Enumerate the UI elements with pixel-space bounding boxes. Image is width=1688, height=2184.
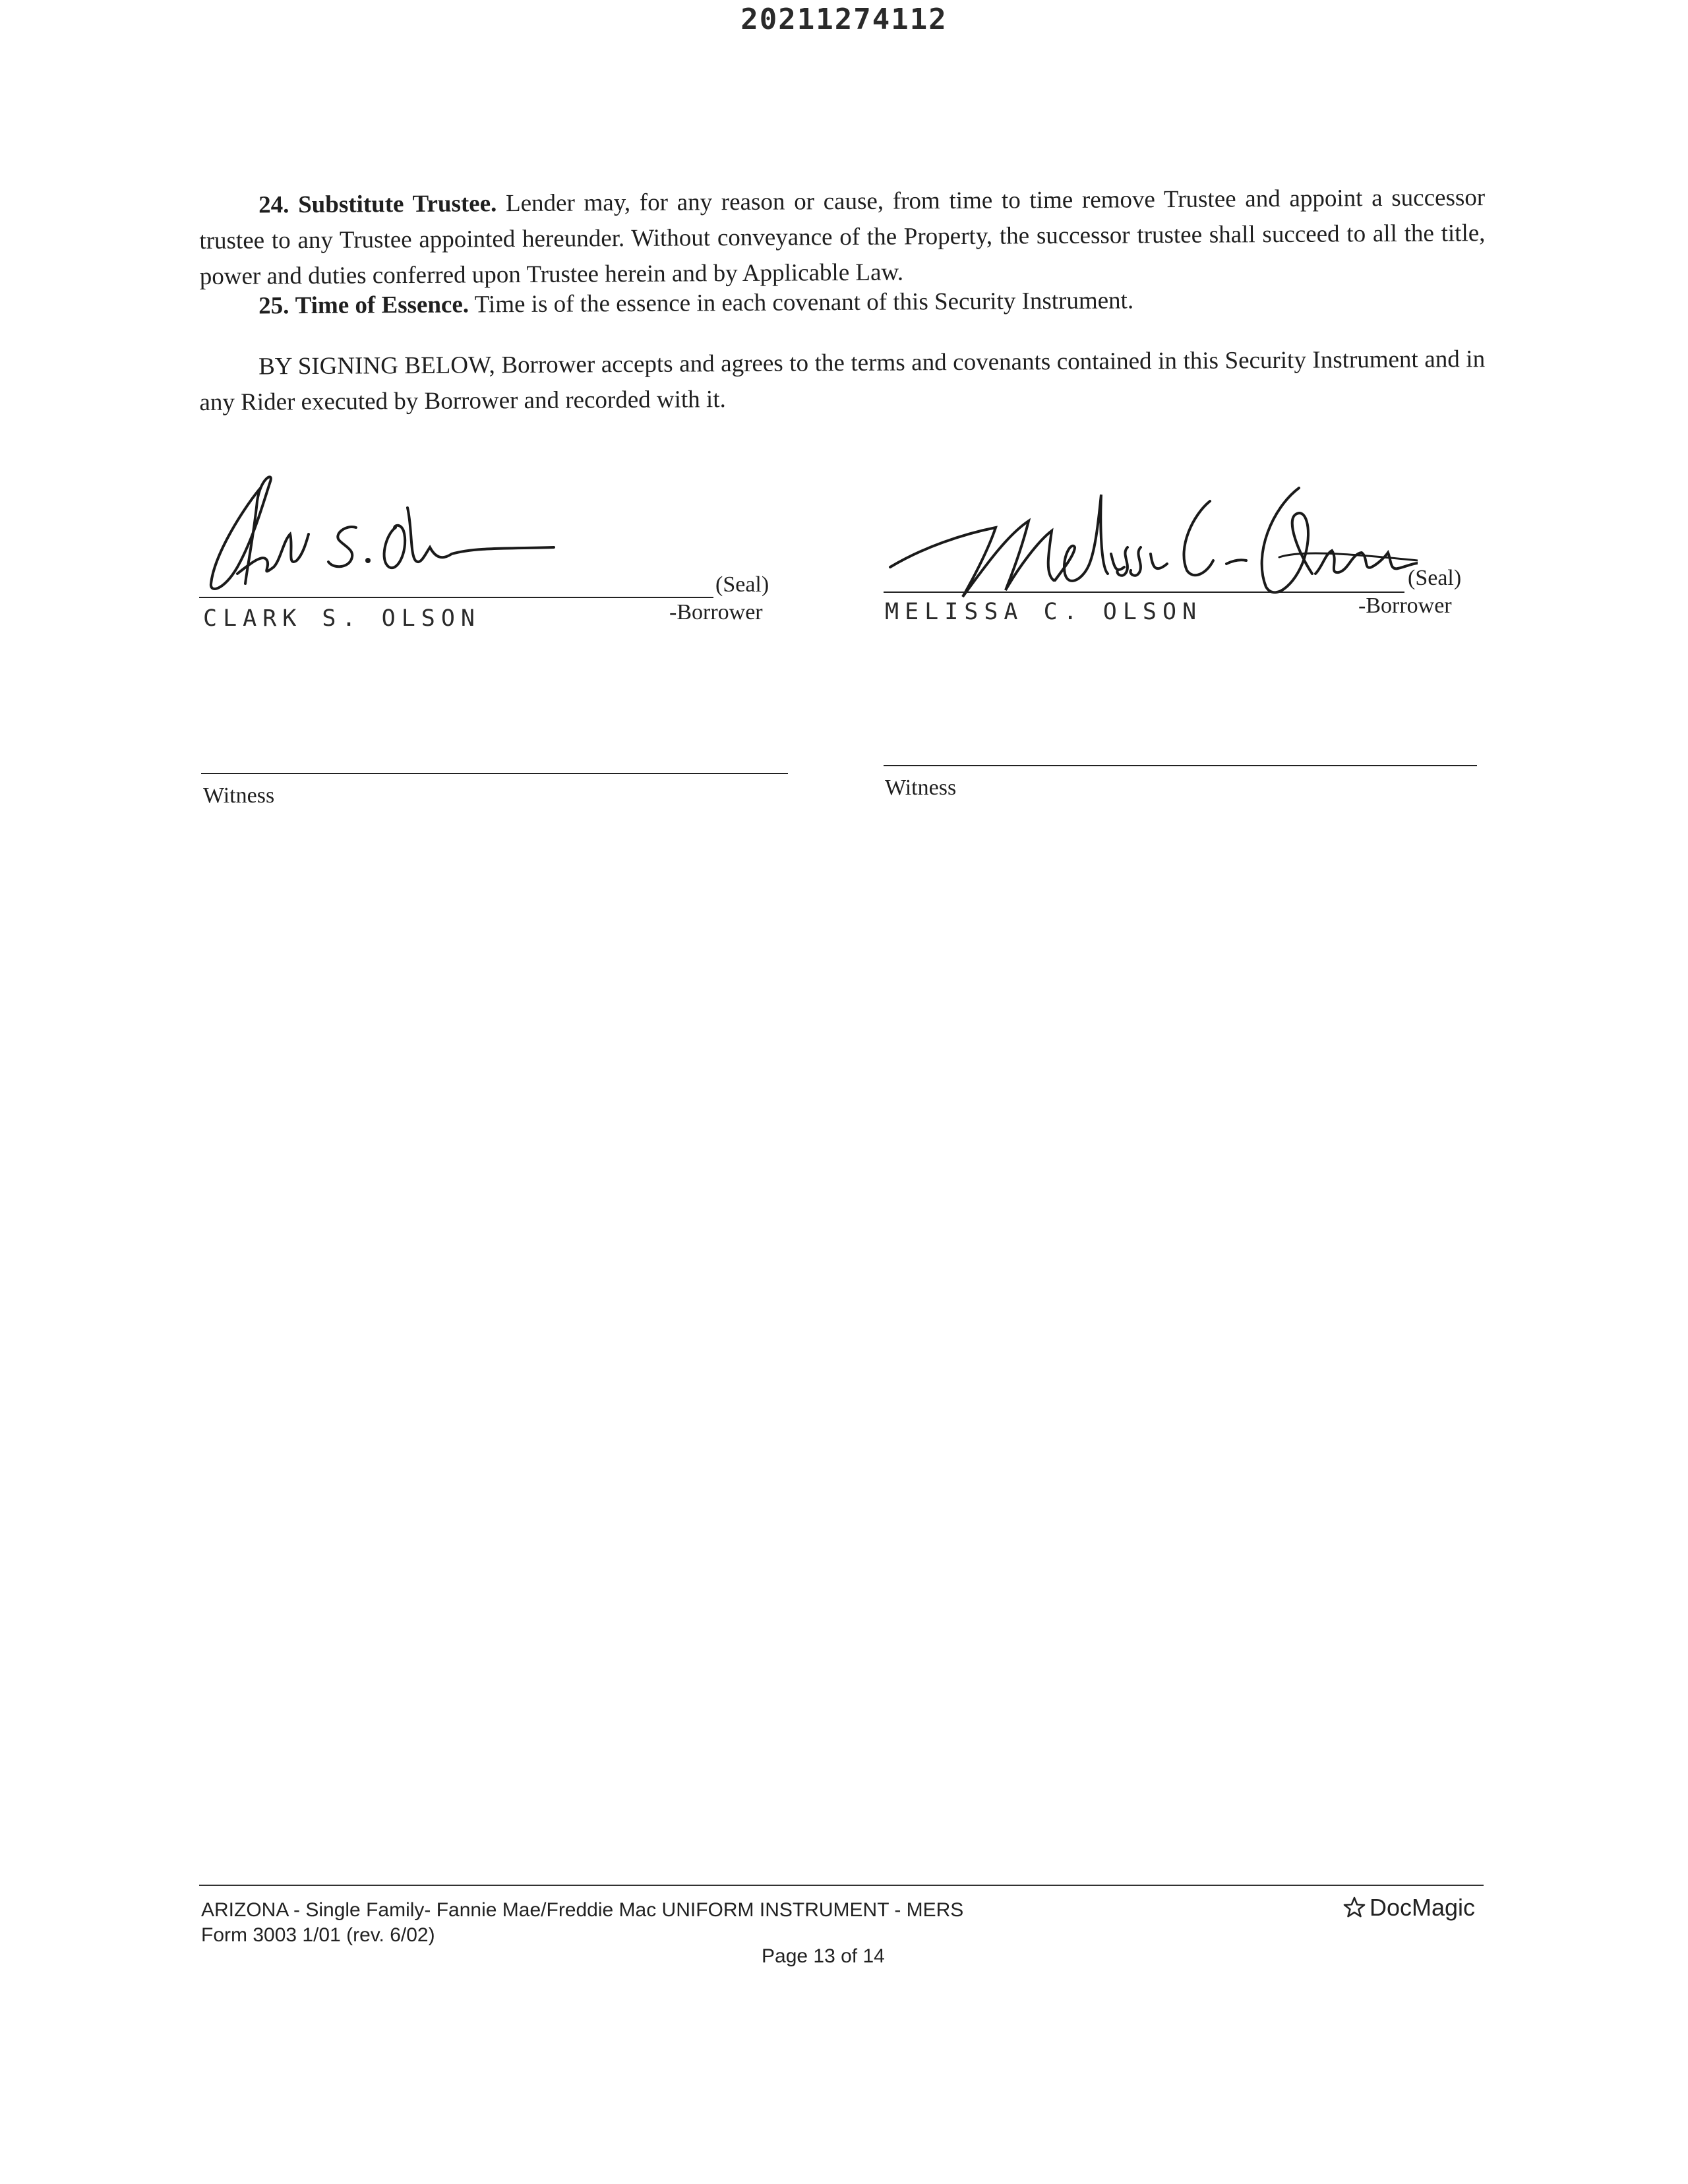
signature-clark (198, 462, 567, 607)
footer-divider (199, 1885, 1484, 1886)
star-outline-icon (1342, 1895, 1367, 1920)
recording-number: 20211274112 (740, 3, 948, 36)
witness-label-left: Witness (203, 783, 275, 808)
section-24 (199, 180, 1486, 295)
section-24-text: Lender may, for any reason or cause, from time to time remove Trustee and appoint a successor trustee to any Trustee appointed hereunder. Without conveyance of the Property, the successor trustee shall succeed to all the title, power and duties conferred upon Trustee herein and by Applicable Law. (199, 184, 1486, 290)
signing-statement (199, 342, 1486, 421)
footer-form-title: ARIZONA - Single Family- Fannie Mae/Freddie Mac UNIFORM INSTRUMENT - MERS (201, 1899, 964, 1921)
witness-line-right (884, 765, 1477, 766)
witness-label-right: Witness (885, 775, 957, 800)
brand-name: DocMagic (1370, 1894, 1476, 1921)
docmagic-logo (1342, 1894, 1475, 1922)
section-24-title: Substitute Trustee. (298, 190, 497, 219)
signer-name-clark: CLARK S. OLSON (203, 605, 481, 632)
section-24-number: 24. (258, 191, 289, 219)
footer-form-number: Form 3003 1/01 (rev. 6/02) (201, 1924, 435, 1946)
borrower-label-melissa: -Borrower (1358, 593, 1452, 618)
seal-label-melissa: (Seal) (1408, 566, 1462, 590)
section-25-title: Time of Essence. (295, 291, 469, 320)
signing-statement-text: BY SIGNING BELOW, Borrower accepts and agrees to the terms and covenants contained in this Security Instrument and in any Rider executed by Borrower and recorded with it. (199, 346, 1486, 416)
borrower-label-clark: -Borrower (669, 600, 763, 624)
signature-line-melissa (884, 592, 1404, 593)
signature-line-clark (199, 597, 713, 598)
signer-name-melissa: MELISSA C. OLSON (885, 599, 1203, 625)
seal-label-clark: (Seal) (715, 572, 769, 597)
signature-melissa (877, 475, 1418, 607)
footer-page-number: Page 13 of 14 (762, 1945, 885, 1967)
witness-line-left (201, 773, 788, 774)
section-25-number: 25. (258, 292, 289, 320)
section-25 (199, 281, 1485, 324)
section-25-text: Time is of the essence in each covenant of this Security Instrument. (474, 287, 1134, 318)
